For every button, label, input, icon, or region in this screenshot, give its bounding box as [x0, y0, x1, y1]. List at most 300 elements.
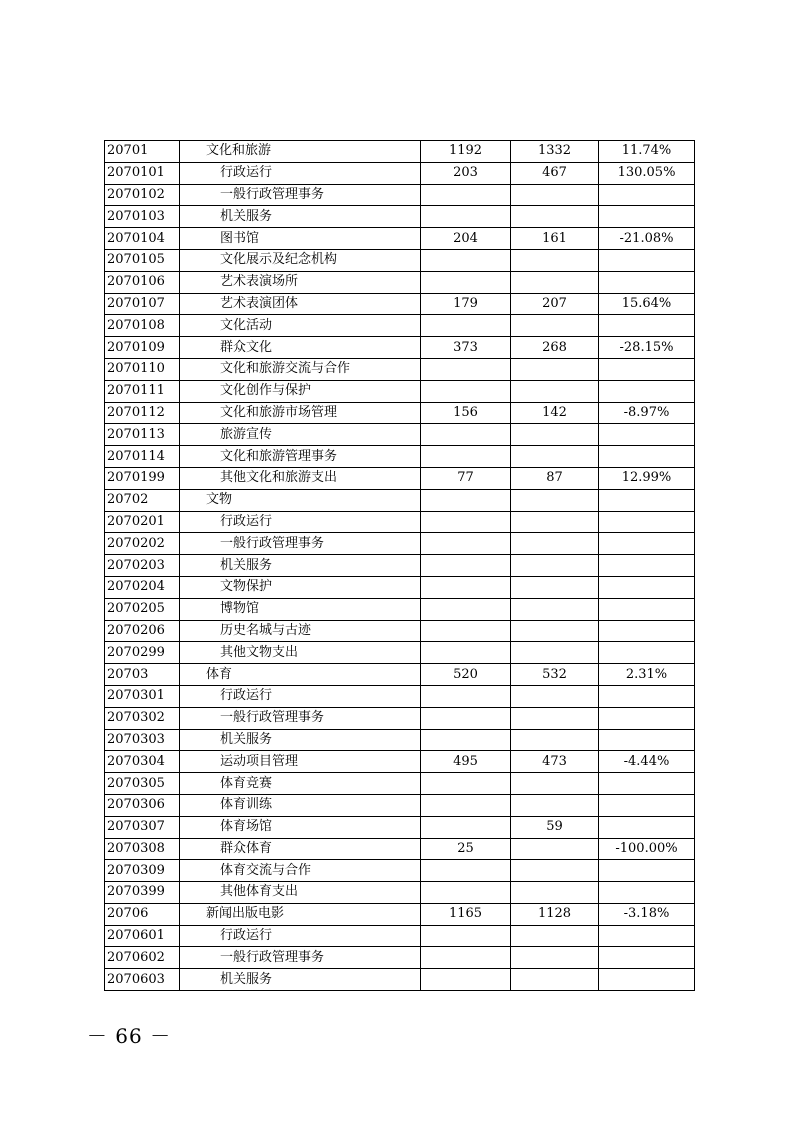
row-change-cell [599, 882, 695, 904]
row-name-text: 行政运行 [220, 688, 273, 704]
table-row [105, 816, 695, 838]
row-name-text: 文化创作与保护 [220, 383, 312, 399]
table-row [105, 576, 695, 598]
row-value-b-cell [511, 467, 599, 489]
row-name-cell [180, 511, 421, 533]
row-name-cell [180, 467, 421, 489]
table-row [105, 773, 695, 795]
row-value-b-text: 161 [542, 230, 567, 246]
row-code-text: 2070105 [107, 252, 165, 268]
row-value-a-cell [421, 249, 511, 271]
row-name-text: 文化和旅游市场管理 [220, 404, 338, 420]
row-name-cell [180, 293, 421, 315]
row-value-a-cell [421, 555, 511, 577]
row-name-text: 体育交流与合作 [220, 862, 312, 878]
row-code-text: 2070307 [107, 819, 165, 835]
row-name-text: 行政运行 [220, 513, 273, 529]
row-value-a-cell [421, 642, 511, 664]
row-code-text: 2070204 [107, 579, 165, 595]
row-value-a-text: 373 [453, 339, 478, 355]
row-value-a-cell [421, 685, 511, 707]
row-value-b-cell [511, 184, 599, 206]
table-row [105, 969, 695, 991]
row-change-cell [599, 707, 695, 729]
row-value-b-cell [511, 707, 599, 729]
row-code-text: 2070111 [107, 383, 165, 399]
table-row [105, 141, 695, 163]
row-value-a-text: 25 [457, 840, 474, 856]
row-code-text: 2070399 [107, 884, 165, 900]
row-code-cell [105, 162, 180, 184]
table-row [105, 467, 695, 489]
row-value-b-cell [511, 816, 599, 838]
table-row [105, 882, 695, 904]
row-code-text: 2070104 [107, 230, 165, 246]
row-code-cell [105, 380, 180, 402]
row-name-text: 文化和旅游交流与合作 [220, 361, 351, 377]
row-code-text: 20701 [107, 143, 149, 159]
row-code-cell [105, 511, 180, 533]
row-value-a-cell [421, 598, 511, 620]
budget-table [104, 140, 695, 991]
row-name-cell [180, 271, 421, 293]
row-value-a-cell [421, 576, 511, 598]
row-name-text: 图书馆 [220, 230, 260, 246]
row-value-b-cell [511, 838, 599, 860]
row-code-text: 2070203 [107, 557, 165, 573]
row-value-b-cell [511, 664, 599, 686]
row-code-cell [105, 598, 180, 620]
row-change-cell [599, 794, 695, 816]
row-name-text: 文化活动 [220, 317, 273, 333]
row-name-cell [180, 903, 421, 925]
table-row [105, 402, 695, 424]
row-code-cell [105, 751, 180, 773]
row-value-b-text: 87 [546, 470, 563, 486]
row-name-text: 体育 [206, 666, 233, 682]
row-change-cell [599, 228, 695, 250]
row-name-text: 一般行政管理事务 [220, 186, 325, 202]
row-value-a-cell [421, 380, 511, 402]
row-code-text: 2070101 [107, 165, 165, 181]
row-name-cell [180, 794, 421, 816]
row-value-a-cell [421, 751, 511, 773]
row-code-cell [105, 141, 180, 163]
row-value-b-cell [511, 380, 599, 402]
row-name-cell [180, 576, 421, 598]
row-value-b-cell [511, 533, 599, 555]
row-code-cell [105, 184, 180, 206]
row-value-a-cell [421, 489, 511, 511]
row-name-text: 文化和旅游 [206, 143, 272, 159]
row-value-b-cell [511, 903, 599, 925]
row-value-a-cell [421, 141, 511, 163]
row-change-cell [599, 249, 695, 271]
row-name-text: 体育训练 [220, 797, 273, 813]
row-code-cell [105, 664, 180, 686]
row-change-cell [599, 511, 695, 533]
row-change-text: 130.05% [617, 165, 676, 181]
row-name-text: 其他体育支出 [220, 884, 299, 900]
table-row [105, 315, 695, 337]
row-change-cell [599, 664, 695, 686]
row-value-b-text: 207 [542, 295, 567, 311]
row-value-a-cell [421, 271, 511, 293]
row-code-cell [105, 293, 180, 315]
row-change-cell [599, 402, 695, 424]
row-value-a-cell [421, 162, 511, 184]
row-code-text: 2070601 [107, 928, 165, 944]
row-change-cell [599, 271, 695, 293]
row-value-a-cell [421, 293, 511, 315]
row-change-text: -4.44% [623, 753, 670, 769]
row-name-cell [180, 642, 421, 664]
row-value-a-cell [421, 446, 511, 468]
row-name-text: 旅游宣传 [220, 426, 273, 442]
row-change-text: -21.08% [619, 230, 674, 246]
row-name-text: 机关服务 [220, 971, 273, 987]
row-change-cell [599, 555, 695, 577]
page-number: － 66 － [86, 1024, 172, 1048]
row-value-b-cell [511, 576, 599, 598]
row-name-text: 一般行政管理事务 [220, 710, 325, 726]
row-value-a-cell [421, 969, 511, 991]
row-value-b-cell [511, 162, 599, 184]
row-code-text: 2070102 [107, 186, 165, 202]
row-name-cell [180, 882, 421, 904]
row-name-cell [180, 947, 421, 969]
row-value-a-cell [421, 620, 511, 642]
row-name-cell [180, 249, 421, 271]
row-change-cell [599, 380, 695, 402]
row-code-text: 2070110 [107, 361, 165, 377]
row-change-text: -8.97% [623, 404, 670, 420]
row-value-b-cell [511, 206, 599, 228]
row-value-b-text: 1128 [537, 906, 572, 922]
row-name-cell [180, 141, 421, 163]
row-value-b-cell [511, 882, 599, 904]
row-code-text: 2070309 [107, 862, 165, 878]
row-change-cell [599, 162, 695, 184]
row-value-b-cell [511, 773, 599, 795]
row-value-b-cell [511, 620, 599, 642]
table-row [105, 358, 695, 380]
table-row [105, 794, 695, 816]
table-row [105, 271, 695, 293]
row-code-text: 2070308 [107, 840, 165, 856]
row-change-cell [599, 642, 695, 664]
row-name-cell [180, 685, 421, 707]
row-change-cell [599, 446, 695, 468]
table-row [105, 664, 695, 686]
table-body [105, 141, 695, 991]
row-name-text: 艺术表演场所 [220, 274, 299, 290]
row-change-cell [599, 947, 695, 969]
row-value-a-cell [421, 315, 511, 337]
table-row [105, 903, 695, 925]
table-row [105, 729, 695, 751]
table-row [105, 533, 695, 555]
row-value-a-cell [421, 773, 511, 795]
row-value-a-text: 156 [453, 404, 478, 420]
row-code-cell [105, 729, 180, 751]
row-code-text: 2070305 [107, 775, 165, 791]
row-change-text: -28.15% [619, 339, 674, 355]
row-code-cell [105, 773, 180, 795]
row-name-cell [180, 555, 421, 577]
row-change-cell [599, 685, 695, 707]
row-value-a-text: 77 [457, 470, 474, 486]
row-code-text: 2070206 [107, 622, 165, 638]
row-name-text: 群众体育 [220, 840, 273, 856]
row-code-cell [105, 315, 180, 337]
row-value-b-text: 473 [542, 753, 567, 769]
row-change-text: -3.18% [623, 906, 670, 922]
row-value-a-cell [421, 816, 511, 838]
row-code-cell [105, 402, 180, 424]
row-code-text: 2070202 [107, 535, 165, 551]
row-name-cell [180, 358, 421, 380]
row-change-cell [599, 206, 695, 228]
row-name-text: 新闻出版电影 [206, 906, 285, 922]
table-row [105, 642, 695, 664]
row-value-a-cell [421, 511, 511, 533]
table-row [105, 337, 695, 359]
row-value-b-cell [511, 424, 599, 446]
row-name-cell [180, 228, 421, 250]
row-value-a-text: 520 [453, 666, 478, 682]
row-value-b-cell [511, 446, 599, 468]
row-change-cell [599, 337, 695, 359]
table-row [105, 489, 695, 511]
row-change-text: 2.31% [625, 666, 668, 682]
row-code-text: 20703 [107, 666, 149, 682]
row-value-b-text: 59 [546, 819, 563, 835]
row-value-b-cell [511, 293, 599, 315]
row-name-text: 一般行政管理事务 [220, 535, 325, 551]
row-name-cell [180, 969, 421, 991]
table-row [105, 620, 695, 642]
row-name-text: 机关服务 [220, 208, 273, 224]
row-code-cell [105, 685, 180, 707]
row-value-a-cell [421, 729, 511, 751]
row-code-text: 2070303 [107, 731, 165, 747]
row-change-cell [599, 816, 695, 838]
row-value-b-cell [511, 642, 599, 664]
row-value-b-cell [511, 315, 599, 337]
row-code-text: 2070602 [107, 949, 165, 965]
row-code-cell [105, 882, 180, 904]
row-name-cell [180, 598, 421, 620]
row-value-a-text: 495 [453, 753, 478, 769]
row-value-b-cell [511, 249, 599, 271]
row-name-text: 运动项目管理 [220, 753, 299, 769]
row-change-cell [599, 315, 695, 337]
row-code-cell [105, 794, 180, 816]
row-code-text: 2070299 [107, 644, 165, 660]
row-name-cell [180, 729, 421, 751]
row-name-text: 博物馆 [220, 601, 260, 617]
row-code-text: 2070106 [107, 274, 165, 290]
row-value-b-cell [511, 794, 599, 816]
row-value-a-text: 1165 [448, 906, 483, 922]
row-name-text: 文化展示及纪念机构 [220, 252, 338, 268]
row-value-a-cell [421, 467, 511, 489]
row-name-cell [180, 533, 421, 555]
row-code-text: 2070199 [107, 470, 165, 486]
table-row [105, 598, 695, 620]
row-code-cell [105, 860, 180, 882]
row-code-cell [105, 555, 180, 577]
row-value-a-cell [421, 337, 511, 359]
row-value-b-cell [511, 729, 599, 751]
row-value-a-cell [421, 206, 511, 228]
row-value-a-cell [421, 424, 511, 446]
row-value-b-text: 268 [542, 339, 567, 355]
row-change-cell [599, 925, 695, 947]
row-code-cell [105, 903, 180, 925]
row-change-cell [599, 293, 695, 315]
row-value-a-cell [421, 664, 511, 686]
row-code-text: 2070103 [107, 208, 165, 224]
row-change-cell [599, 838, 695, 860]
row-code-text: 2070109 [107, 339, 165, 355]
row-name-text: 历史名城与古迹 [220, 622, 312, 638]
row-name-cell [180, 184, 421, 206]
row-value-a-cell [421, 947, 511, 969]
row-value-b-cell [511, 751, 599, 773]
row-value-b-cell [511, 141, 599, 163]
row-change-cell [599, 598, 695, 620]
table-row [105, 162, 695, 184]
table-row [105, 925, 695, 947]
row-code-cell [105, 489, 180, 511]
row-code-text: 2070108 [107, 317, 165, 333]
row-change-text: 15.64% [621, 295, 672, 311]
row-code-cell [105, 206, 180, 228]
row-change-cell [599, 489, 695, 511]
row-value-b-cell [511, 947, 599, 969]
row-value-a-text: 1192 [448, 143, 483, 159]
row-name-text: 文物 [206, 492, 233, 508]
row-name-cell [180, 707, 421, 729]
row-code-cell [105, 707, 180, 729]
row-code-cell [105, 838, 180, 860]
row-value-b-cell [511, 860, 599, 882]
row-code-cell [105, 816, 180, 838]
row-value-b-cell [511, 337, 599, 359]
row-change-cell [599, 467, 695, 489]
row-value-b-cell [511, 925, 599, 947]
row-name-cell [180, 337, 421, 359]
row-change-text: -100.00% [615, 840, 678, 856]
row-name-text: 一般行政管理事务 [220, 949, 325, 965]
row-value-a-text: 203 [453, 165, 478, 181]
row-change-cell [599, 903, 695, 925]
row-code-text: 2070113 [107, 426, 165, 442]
row-code-cell [105, 576, 180, 598]
row-name-cell [180, 380, 421, 402]
row-code-text: 2070603 [107, 971, 165, 987]
row-value-a-cell [421, 794, 511, 816]
row-value-a-cell [421, 184, 511, 206]
row-code-text: 2070112 [107, 404, 165, 420]
row-name-cell [180, 424, 421, 446]
row-code-cell [105, 228, 180, 250]
row-value-b-text: 1332 [537, 143, 572, 159]
table-row [105, 511, 695, 533]
row-value-b-cell [511, 511, 599, 533]
row-name-cell [180, 402, 421, 424]
row-name-text: 行政运行 [220, 928, 273, 944]
table-row [105, 685, 695, 707]
row-code-cell [105, 947, 180, 969]
row-name-cell [180, 446, 421, 468]
table-row [105, 424, 695, 446]
row-change-text: 11.74% [621, 143, 672, 159]
row-value-b-cell [511, 402, 599, 424]
row-value-a-cell [421, 925, 511, 947]
row-value-a-cell [421, 860, 511, 882]
table-row [105, 228, 695, 250]
table-row [105, 249, 695, 271]
row-change-cell [599, 424, 695, 446]
row-code-cell [105, 969, 180, 991]
row-name-cell [180, 620, 421, 642]
row-value-a-text: 179 [453, 295, 478, 311]
row-code-text: 2070301 [107, 688, 165, 704]
row-name-text: 体育竞赛 [220, 775, 273, 791]
row-value-b-cell [511, 685, 599, 707]
table-row [105, 380, 695, 402]
row-code-cell [105, 249, 180, 271]
row-value-b-cell [511, 969, 599, 991]
row-code-text: 2070304 [107, 753, 165, 769]
row-code-cell [105, 467, 180, 489]
row-name-text: 体育场馆 [220, 819, 273, 835]
row-code-cell [105, 446, 180, 468]
row-name-text: 机关服务 [220, 557, 273, 573]
row-code-cell [105, 271, 180, 293]
row-value-b-cell [511, 358, 599, 380]
row-name-cell [180, 315, 421, 337]
table-row [105, 838, 695, 860]
row-code-cell [105, 642, 180, 664]
table-row [105, 707, 695, 729]
row-value-b-text: 142 [542, 404, 567, 420]
row-change-cell [599, 860, 695, 882]
row-name-cell [180, 860, 421, 882]
row-value-a-cell [421, 903, 511, 925]
row-value-a-cell [421, 533, 511, 555]
row-name-text: 文化和旅游管理事务 [220, 448, 338, 464]
row-name-cell [180, 664, 421, 686]
table-row [105, 947, 695, 969]
row-name-cell [180, 925, 421, 947]
row-name-text: 机关服务 [220, 731, 273, 747]
row-code-cell [105, 533, 180, 555]
row-code-text: 2070205 [107, 601, 165, 617]
row-value-a-cell [421, 358, 511, 380]
row-name-cell [180, 751, 421, 773]
row-value-a-cell [421, 228, 511, 250]
row-change-cell [599, 141, 695, 163]
row-name-text: 行政运行 [220, 165, 273, 181]
row-name-text: 其他文物支出 [220, 644, 299, 660]
row-change-cell [599, 620, 695, 642]
row-value-b-cell [511, 555, 599, 577]
row-change-cell [599, 729, 695, 751]
